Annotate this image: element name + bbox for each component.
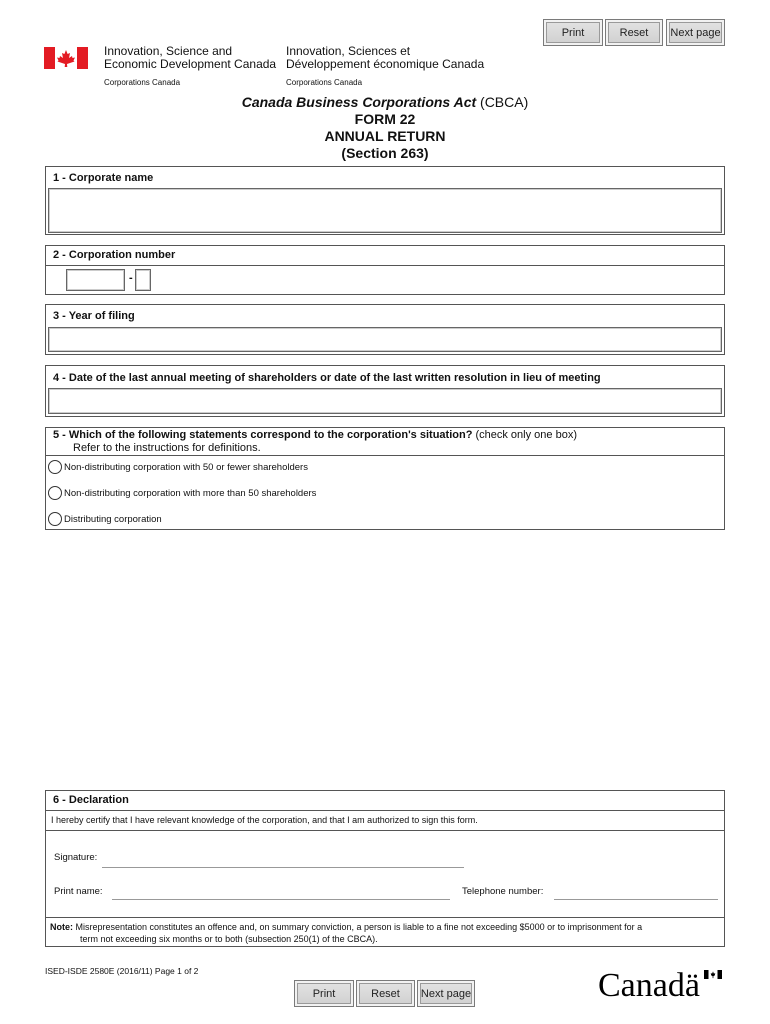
option-label-1: Non-distributing corporation with 50 or fewer shareholders bbox=[64, 461, 308, 473]
certification-statement: I hereby certify that I have relevant knowledge of the corporation, and that I am authorized to sign this form. bbox=[51, 815, 478, 825]
print-button-top[interactable]: Print bbox=[543, 19, 603, 46]
print-button-bottom[interactable]: Print bbox=[294, 980, 354, 1007]
section-6-heading: 6 - Declaration bbox=[53, 794, 129, 806]
department-name-en bbox=[104, 45, 276, 89]
section-5-question: 5 - Which of the following statements correspond to the corporation's situation? bbox=[53, 429, 473, 441]
signature-line[interactable] bbox=[102, 867, 464, 868]
year-of-filing-input[interactable] bbox=[48, 327, 722, 352]
form-title bbox=[0, 94, 770, 162]
dept-fr-sub: Corporations Canada bbox=[286, 78, 363, 87]
canada-wordmark bbox=[598, 968, 726, 1004]
corporation-number-separator: - bbox=[129, 272, 133, 284]
note-text: Misrepresentation constitutes an offence and, on summary conviction, a person is liable to a fine not exceeding $5000 or to imprisonment for a bbox=[73, 922, 643, 932]
dept-en-sub: Corporations Canada bbox=[104, 78, 181, 87]
dept-fr-line1: Innovation, Sciences et bbox=[286, 44, 411, 58]
section-5-refer: Refer to the instructions for definitions. bbox=[73, 442, 261, 454]
section-5-hint: (check only one box) bbox=[472, 429, 577, 441]
section-year-of-filing bbox=[45, 304, 725, 355]
next-page-button-bottom[interactable]: Next page bbox=[417, 980, 475, 1007]
note-label: Note: bbox=[50, 922, 73, 932]
form-section: (Section 263) bbox=[341, 145, 429, 161]
canada-wordmark-text: Canadä bbox=[598, 967, 700, 1004]
act-abbr: (CBCA) bbox=[476, 94, 529, 110]
section-2-heading: 2 - Corporation number bbox=[53, 249, 176, 261]
department-name-fr bbox=[286, 45, 484, 89]
section-corporate-name bbox=[45, 166, 725, 235]
next-page-button-top[interactable]: Next page bbox=[666, 19, 725, 46]
section-1-heading: 1 - Corporate name bbox=[53, 172, 154, 184]
section-4-heading: 4 - Date of the last annual meeting of shareholders or date of the last written resolution in lieu of meeting bbox=[53, 372, 601, 384]
note bbox=[50, 921, 642, 945]
form-number: FORM 22 bbox=[354, 111, 416, 127]
wordmark-flag-icon bbox=[704, 970, 722, 979]
act-name: Canada Business Corporations Act bbox=[241, 94, 477, 110]
corporation-number-input[interactable] bbox=[66, 269, 125, 291]
option-non-distributing-more-than-50[interactable] bbox=[48, 486, 316, 500]
telephone-input[interactable] bbox=[554, 899, 718, 900]
print-name-input[interactable] bbox=[112, 899, 450, 900]
form-name: ANNUAL RETURN bbox=[324, 128, 446, 144]
dept-fr-line2: Développement économique Canada bbox=[286, 57, 485, 71]
section-corporation-number bbox=[45, 245, 725, 295]
option-non-distributing-50-or-fewer[interactable] bbox=[48, 460, 308, 474]
radio-non-distributing-more-than-50[interactable] bbox=[48, 486, 62, 500]
option-label-3: Distributing corporation bbox=[64, 513, 162, 525]
corporate-name-input[interactable] bbox=[48, 188, 722, 233]
signature-label: Signature: bbox=[54, 852, 98, 863]
telephone-label: Telephone number: bbox=[462, 886, 544, 897]
option-label-2: Non-distributing corporation with more than 50 shareholders bbox=[64, 487, 317, 499]
radio-distributing[interactable] bbox=[48, 512, 62, 526]
print-name-label: Print name: bbox=[54, 886, 103, 897]
note-text-2: term not exceeding six months or to both (subsection 250(1) of the CBCA). bbox=[80, 934, 378, 944]
section-last-meeting-date bbox=[45, 365, 725, 417]
section-3-heading: 3 - Year of filing bbox=[53, 310, 135, 322]
last-meeting-date-input[interactable] bbox=[48, 388, 722, 414]
form-identifier: ISED-ISDE 2580E (2016/11) Page 1 of 2 bbox=[45, 966, 199, 976]
canada-flag-icon bbox=[44, 47, 88, 69]
section-5-heading bbox=[46, 429, 577, 455]
dept-en-line1: Innovation, Science and bbox=[104, 44, 233, 58]
section-declaration bbox=[45, 790, 725, 947]
reset-button-top[interactable]: Reset bbox=[605, 19, 663, 46]
option-distributing[interactable] bbox=[48, 512, 162, 526]
corporation-check-digit-input[interactable] bbox=[135, 269, 151, 291]
radio-non-distributing-50-or-fewer[interactable] bbox=[48, 460, 62, 474]
section-corporation-situation bbox=[45, 427, 725, 530]
reset-button-bottom[interactable]: Reset bbox=[356, 980, 415, 1007]
dept-en-line2: Economic Development Canada bbox=[104, 57, 277, 71]
